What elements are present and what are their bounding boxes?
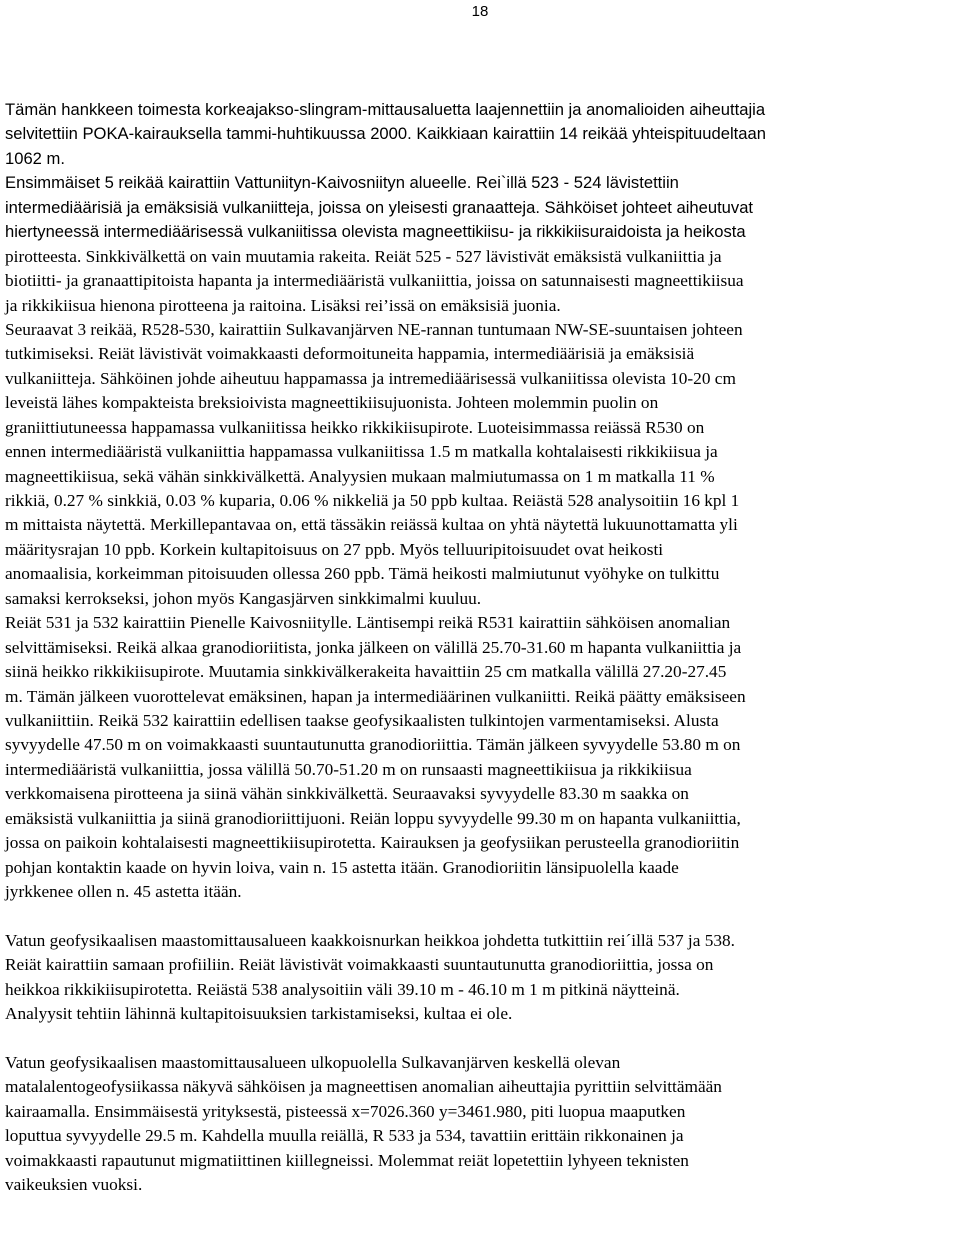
- paragraph: [5, 1051, 950, 1198]
- text-line: hiertyneessä intermediäärisessä vulkaniitissa olevista magneettikiisu- ja rikkikiisuraidoista ja heikosta: [5, 222, 746, 242]
- text-line: ennen intermediääristä vulkaniittia happamassa vulkaniitissa 1.5 m matkalla kohtalaisesti rikkikiisua ja: [5, 442, 718, 462]
- paragraph: [5, 98, 950, 904]
- text-line: tutkimiseksi. Reiät lävistivät voimakkaasti deformoituneita happamia, intermediäärisiä ja emäksisiä: [5, 344, 695, 364]
- text-line: selvitettiin POKA-kairauksella tammi-huhtikuussa 2000. Kaikkiaan kairattiin 14 reikää yhteispituudeltaan: [5, 124, 766, 144]
- text-line: syvyydelle 47.50 m on voimakkaasti suuntautunutta granodioriittia. Tämän jälkeen syvyydelle 53.80 m on: [5, 735, 741, 755]
- text-line: jossa on paikoin kohtalaisesti magneettikiisupirotetta. Kairauksen ja geofysiikan perusteella granodioriitin: [5, 833, 740, 853]
- text-line: Ensimmäiset 5 reikää kairattiin Vattuniityn-Kaivosniityn alueelle. Rei`illä 523 - 524 lävistettiin: [5, 173, 679, 193]
- text-line: magneettikiisua, sekä vähän sinkkivälkettä. Analyysien mukaan malmiutumassa on 1 m matkalla 11 %: [5, 466, 715, 486]
- text-line: Analyysit tehtiin lähinnä kultapitoisuuksien tarkistamiseksi, kultaa ei ole.: [5, 1004, 513, 1024]
- paragraph: [5, 929, 950, 1027]
- text-line: Reiät 531 ja 532 kairattiin Pienelle Kaivosniitylle. Läntisempi reikä R531 kairattiin sähköisen anomalian: [5, 613, 731, 633]
- text-line: biotiitti- ja granaattipitoista hapanta ja intermediääristä vulkaniittia, joissa on satunnaisesti magneettikiisua: [5, 271, 744, 291]
- text-line: intermediääristä vulkaniittia, jossa välillä 50.70-51.20 m on runsaasti magneettikiisua ja rikkikiisua: [5, 759, 692, 779]
- text-line: voimakkaasti rapautunut migmatiittinen kiillegneissi. Molemmat reiät lopetettiin lyhyeen teknisten: [5, 1150, 689, 1170]
- text-line: vaikeuksien vuoksi.: [5, 1174, 143, 1194]
- text-line: kairaamalla. Ensimmäisestä yrityksestä, pisteessä x=7026.360 y=3461.980, piti luopua maaputken: [5, 1101, 686, 1121]
- text-line: verkkomaisena pirotteena ja siinä vähän sinkkivälkettä. Seuraavaksi syvyydelle 83.30 m saakka on: [5, 784, 689, 804]
- text-line: Tämän hankkeen toimesta korkeajakso-slingram-mittausaluetta laajennettiin ja anomalioiden aiheuttajia: [5, 100, 766, 119]
- paragraph-spacer: [5, 1026, 950, 1050]
- text-line: vulkaniittiin. Reikä 532 kairattiin edellisen taakse geofysikaalisten tulkintojen varmentamiseksi. Alusta: [5, 710, 719, 730]
- text-line: jyrkkenee ollen n. 45 astetta itään.: [5, 882, 242, 901]
- text-line: Vatun geofysikaalisen maastomittausalueen kaakkoisnurkan heikkoa johdetta tutkittiin rei´illä 537 ja 538.: [5, 930, 735, 950]
- page-number: 18: [471, 3, 489, 20]
- text-line: Seuraavat 3 reikää, R528-530, kairattiin Sulkavanjärven NE-rannan tuntumaan NW-SE-suuntaisen johteen: [5, 319, 743, 339]
- text-line: m mittaista näytettä. Merkillepantavaa on, että tässäkin reiässä kultaa on yhtä näytettä lukuunottamatta yli: [5, 515, 738, 535]
- text-line: ja rikkikiisua hienona pirotteena ja raitoina. Lisäksi rei’issä on emäksisiä juonia.: [5, 295, 561, 315]
- text-line: Reiät kairattiin samaan profiiliin. Reiät lävistivät voimakkaasti suuntautunutta granodioriittia, jossa on: [5, 955, 714, 975]
- text-line: loputtua syvyydelle 29.5 m. Kahdella muulla reiällä, R 533 ja 534, tavattiin erittäin rikkonainen ja: [5, 1126, 684, 1146]
- text-line: pohjan kontaktin kaade on hyvin loiva, vain n. 15 astetta itään. Granodioriitin länsipuolella kaade: [5, 857, 679, 877]
- text-line: m. Tämän jälkeen vuorottelevat emäksinen, hapan ja intermediäärinen vulkaniitti. Reikä päätty emäksiseen: [5, 686, 746, 706]
- text-line: leveistä lähes kompakteista breksioivista magneettikiisujuonista. Johteen molemmin puolin on: [5, 393, 659, 413]
- text-line: rikkiä, 0.27 % sinkkiä, 0.03 % kuparia, 0.06 % nikkeliä ja 50 ppb kultaa. Reiästä 528 analysoitiin 16 kpl 1: [5, 491, 740, 510]
- text-line: siinä heikko rikkikiisupirote. Muutamia sinkkivälkerakeita havaittiin 25 cm matkalla välillä 27.20-27.45: [5, 662, 727, 682]
- text-line: 1062 m.: [5, 148, 65, 168]
- text-line: Vatun geofysikaalisen maastomittausalueen ulkopuolella Sulkavanjärven keskellä olevan: [5, 1052, 621, 1072]
- text-line: graniittiutuneessa happamassa vulkaniitissa heikko rikkikiisupirote. Luoteisimmassa reiässä R530 on: [5, 417, 705, 437]
- text-line: matalalentogeofysiikassa näkyvä sähköisen ja magneettisen anomalian aiheuttajia pyrittiin selvittämään: [5, 1077, 722, 1097]
- paragraph-spacer: [5, 904, 950, 928]
- text-line: selvittämiseksi. Reikä alkaa granodioriitista, jonka jälkeen on välillä 25.70-31.60 m hapanta vulkaniittia ja: [5, 637, 742, 657]
- text-line: pirotteesta. Sinkkivälkettä on vain muutamia rakeita. Reiät 525 - 527 lävistivät emäksistä vulkaniittia ja: [5, 246, 722, 266]
- text-line: intermediäärisiä ja emäksisiä vulkaniitteja, joissa on yleisesti granaatteja. Sähköiset johteet aiheutuvat: [5, 197, 754, 217]
- document-body: [5, 98, 950, 1197]
- text-line: anomaalisia, korkeimman pitoisuuden ollessa 260 ppb. Tämä heikosti malmiutunut vyöhyke on tulkittu: [5, 564, 720, 584]
- text-line: heikkoa rikkikiisupirotetta. Reiästä 538 analysoitiin väli 39.10 m - 46.10 m 1 m pitkinä näytteinä.: [5, 979, 680, 999]
- text-line: emäksistä vulkaniittia ja siinä granodioriittijuoni. Reiän loppu syvyydelle 99.30 m on hapanta vulkaniittia,: [5, 808, 741, 828]
- text-line: samaksi kerrokseksi, johon myös Kangasjärven sinkkimalmi kuuluu.: [5, 588, 482, 608]
- text-line: määritysrajan 10 ppb. Korkein kultapitoisuus on 27 ppb. Myös telluuripitoisuudet ovat heikosti: [5, 539, 664, 559]
- text-line: vulkaniitteja. Sähköinen johde aiheutuu happamassa ja intremediäärisessä vulkaniitissa olevista 10-20 cm: [5, 368, 736, 388]
